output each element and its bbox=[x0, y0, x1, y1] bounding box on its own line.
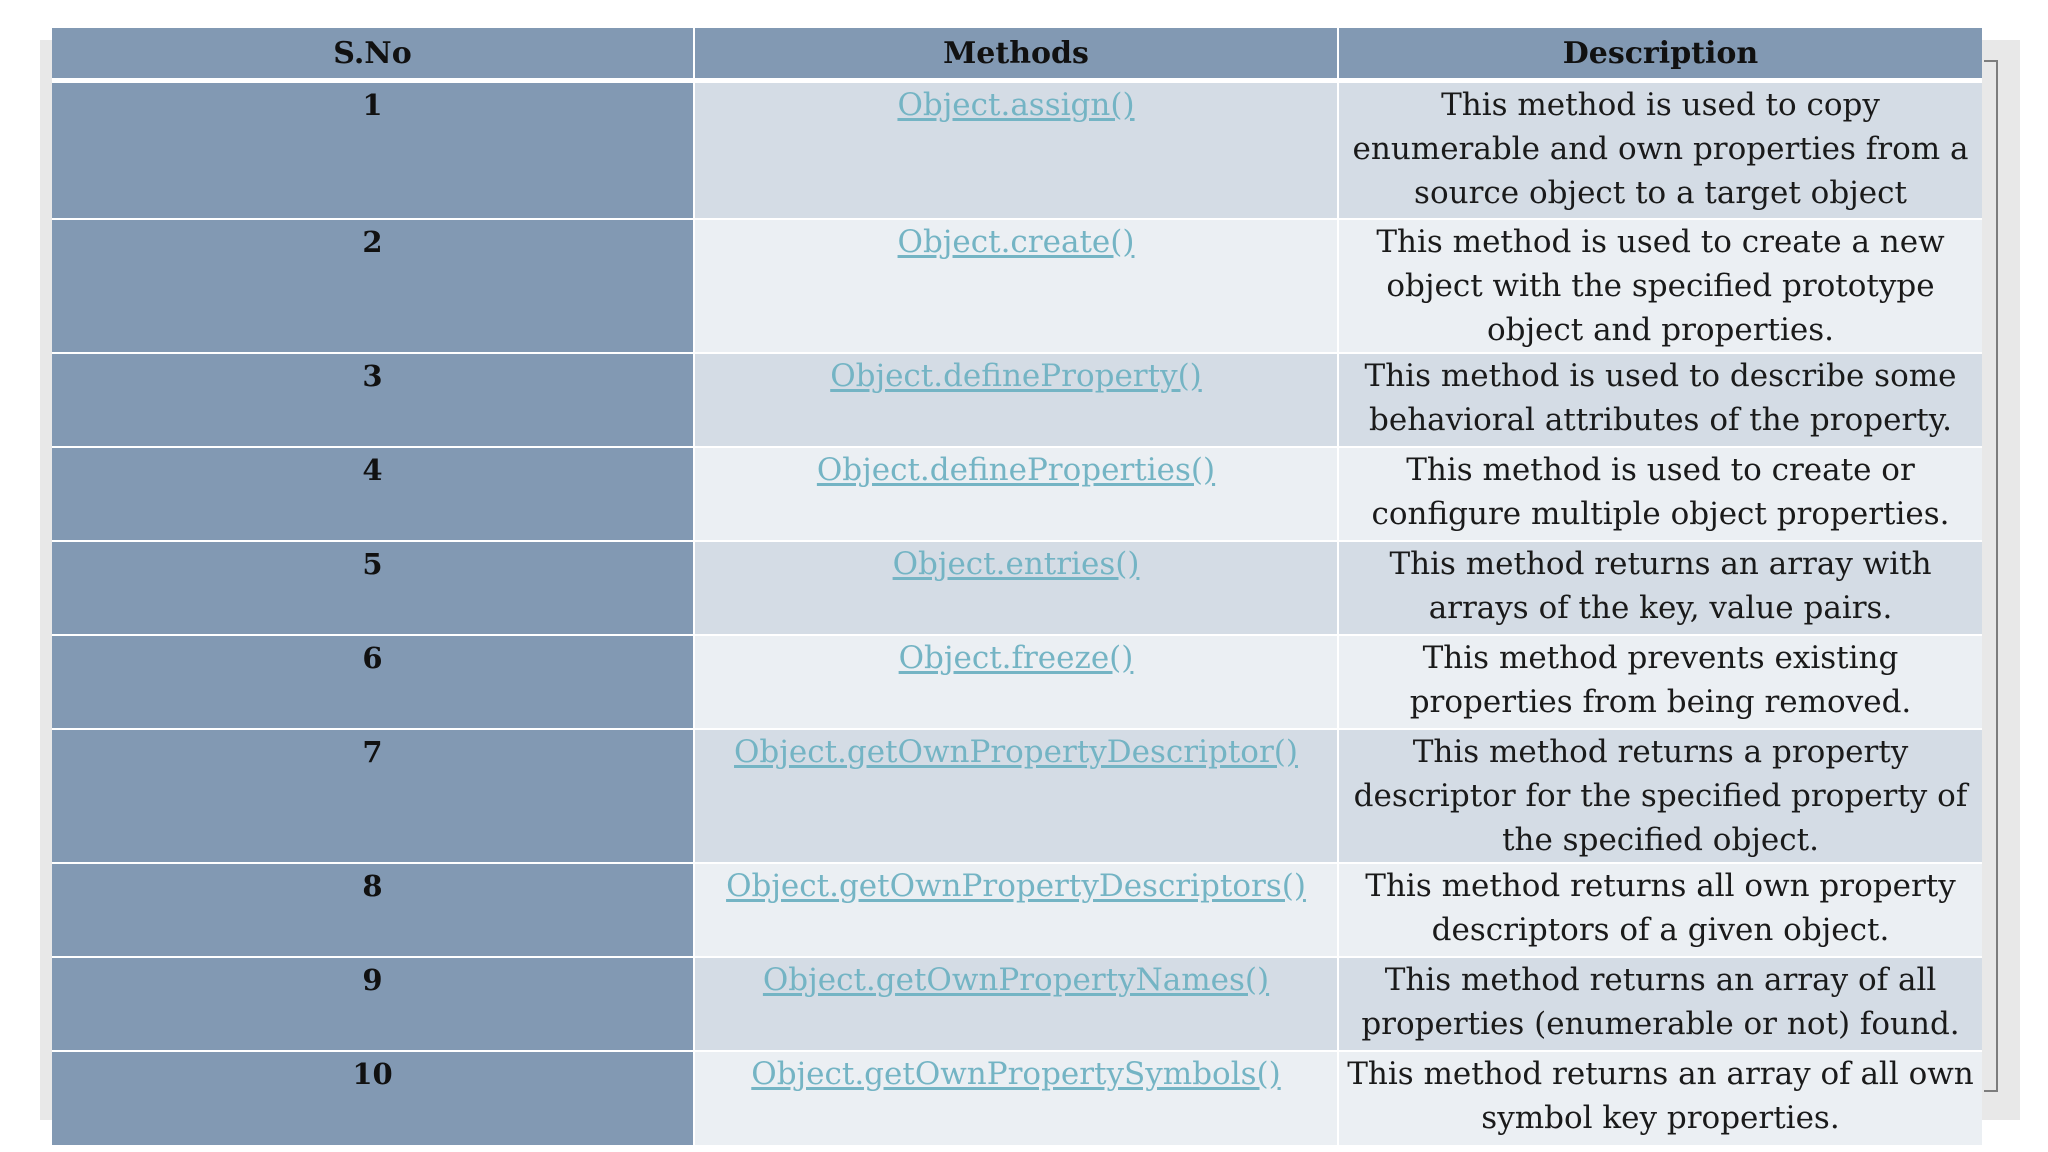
method-link[interactable]: Object.defineProperties() bbox=[816, 451, 1216, 488]
row-method bbox=[694, 957, 1338, 1051]
row-method bbox=[694, 1051, 1338, 1145]
method-link[interactable]: Object.getOwnPropertySymbols() bbox=[751, 1055, 1281, 1092]
slide-edge-bracket bbox=[1984, 60, 1998, 1092]
table-row bbox=[52, 957, 1982, 1051]
row-sno: 5 bbox=[52, 541, 694, 635]
row-description: This method is used to create a new object with the specified prototype object and properties. bbox=[1338, 219, 1982, 353]
header-methods: Methods bbox=[694, 28, 1338, 81]
table-row bbox=[52, 219, 1982, 353]
table-row bbox=[52, 1051, 1982, 1145]
method-link[interactable]: Object.getOwnPropertyDescriptor() bbox=[734, 733, 1298, 770]
row-description: This method returns all own property descriptors of a given object. bbox=[1338, 863, 1982, 957]
row-description: This method is used to create or configure multiple object properties. bbox=[1338, 447, 1982, 541]
table-row bbox=[52, 353, 1982, 447]
row-description: This method is used to copy enumerable and own properties from a source object to a target object bbox=[1338, 81, 1982, 219]
row-method bbox=[694, 81, 1338, 219]
row-sno: 4 bbox=[52, 447, 694, 541]
row-sno: 8 bbox=[52, 863, 694, 957]
row-description: This method returns an array with arrays of the key, value pairs. bbox=[1338, 541, 1982, 635]
row-method bbox=[694, 219, 1338, 353]
methods-table bbox=[52, 28, 1982, 1145]
row-description: This method returns a property descriptor for the specified property of the specified object. bbox=[1338, 729, 1982, 863]
row-method bbox=[694, 353, 1338, 447]
row-sno: 3 bbox=[52, 353, 694, 447]
table-row bbox=[52, 81, 1982, 219]
row-description: This method is used to describe some behavioral attributes of the property. bbox=[1338, 353, 1982, 447]
row-sno: 10 bbox=[52, 1051, 694, 1145]
row-method bbox=[694, 541, 1338, 635]
row-description: This method prevents existing properties from being removed. bbox=[1338, 635, 1982, 729]
row-description: This method returns an array of all own symbol key properties. bbox=[1338, 1051, 1982, 1145]
table-header-row bbox=[52, 28, 1982, 81]
row-sno: 7 bbox=[52, 729, 694, 863]
table-row bbox=[52, 863, 1982, 957]
row-sno: 9 bbox=[52, 957, 694, 1051]
method-link[interactable]: Object.create() bbox=[897, 223, 1135, 260]
method-link[interactable]: Object.getOwnPropertyDescriptors() bbox=[726, 867, 1306, 904]
row-method bbox=[694, 863, 1338, 957]
row-description: This method returns an array of all properties (enumerable or not) found. bbox=[1338, 957, 1982, 1051]
row-method bbox=[694, 447, 1338, 541]
method-link[interactable]: Object.freeze() bbox=[898, 639, 1134, 676]
method-link[interactable]: Object.getOwnPropertyNames() bbox=[762, 961, 1270, 998]
method-link[interactable]: Object.assign() bbox=[897, 87, 1135, 123]
row-sno: 1 bbox=[52, 81, 694, 219]
method-link[interactable]: Object.entries() bbox=[892, 545, 1140, 582]
header-description: Description bbox=[1338, 28, 1982, 81]
method-link[interactable]: Object.defineProperty() bbox=[830, 357, 1202, 394]
row-sno: 6 bbox=[52, 635, 694, 729]
table-row bbox=[52, 541, 1982, 635]
table-row bbox=[52, 729, 1982, 863]
header-sno: S.No bbox=[52, 28, 694, 81]
row-method bbox=[694, 635, 1338, 729]
table-row bbox=[52, 447, 1982, 541]
row-method bbox=[694, 729, 1338, 863]
row-sno: 2 bbox=[52, 219, 694, 353]
table-row bbox=[52, 635, 1982, 729]
